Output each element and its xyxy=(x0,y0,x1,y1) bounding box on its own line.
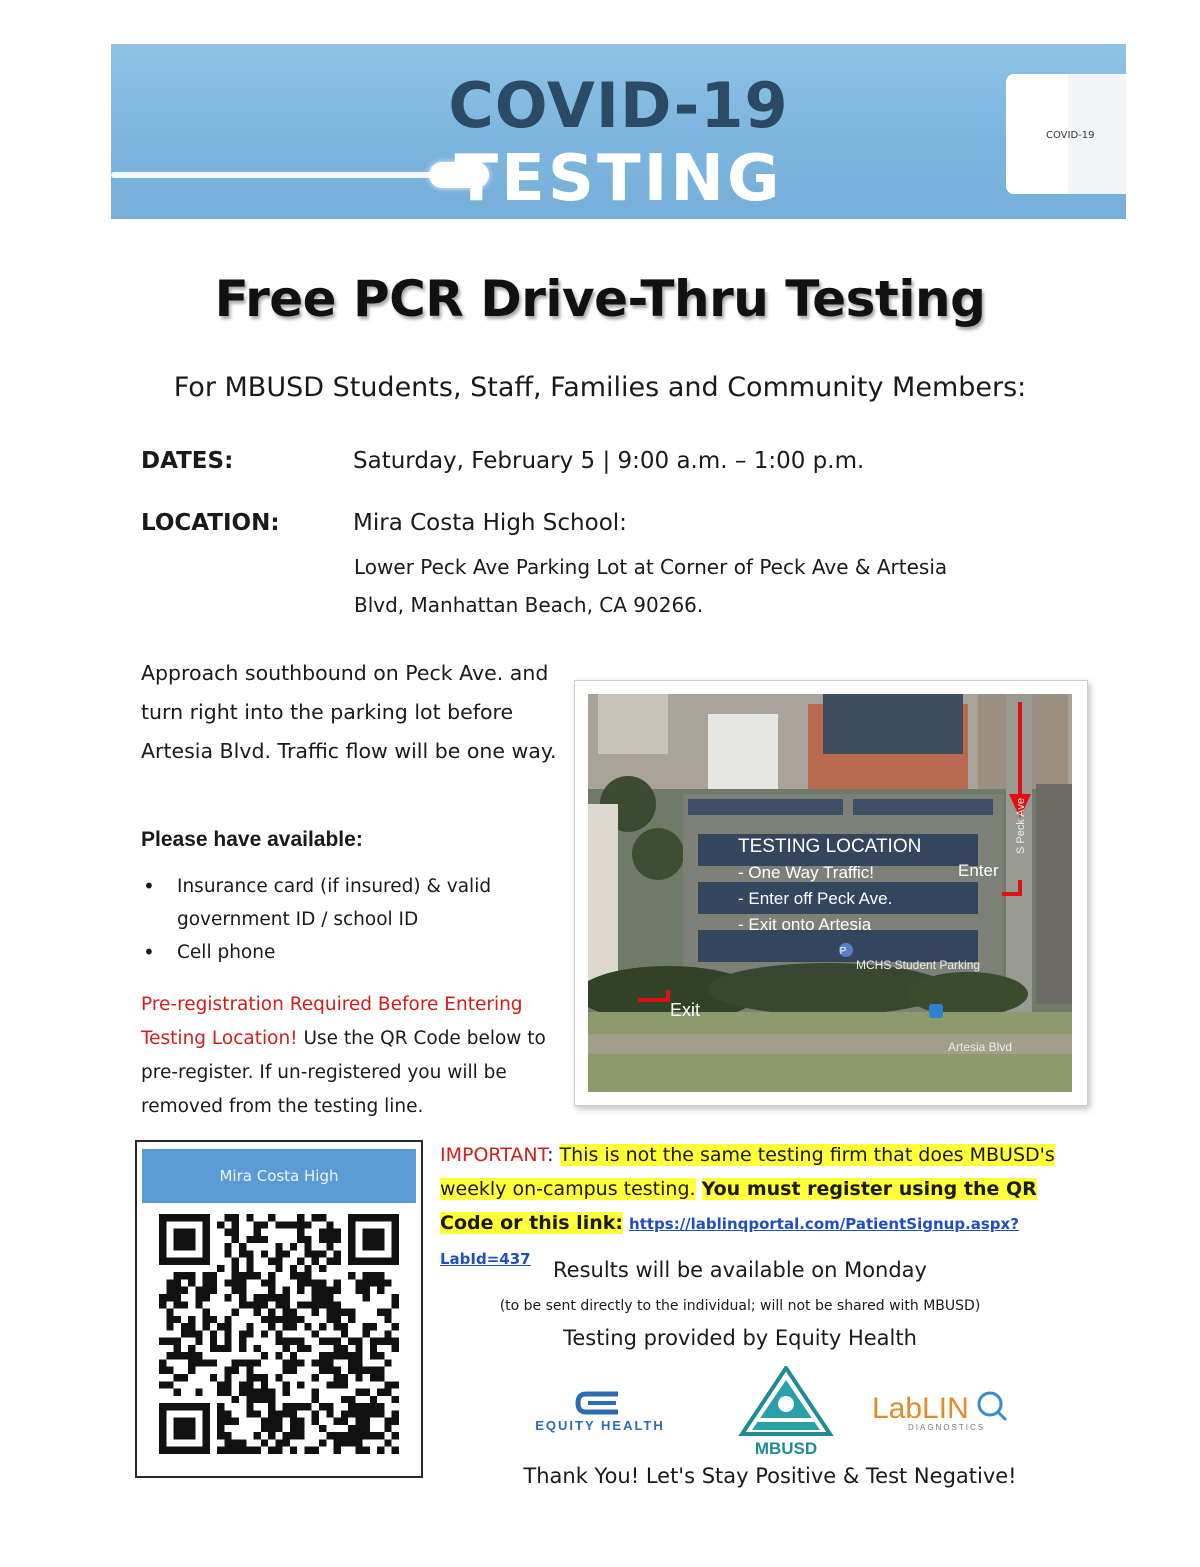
preregistration-notice xyxy=(141,988,561,1124)
location-address-line1: Lower Peck Ave Parking Lot at Corner of Peck Ave & Artesia xyxy=(354,555,948,579)
preregistration-warning: Pre-registration Required Before Entering Testing Location! xyxy=(141,994,523,1049)
important-colon: : xyxy=(547,1144,554,1166)
covid-testing-banner xyxy=(111,44,1126,219)
registration-link[interactable]: https://lablinqportal.com/PatientSignup.aspx?LabId=437 xyxy=(440,1215,1019,1268)
mbusd-logo xyxy=(738,1366,834,1458)
location-label: LOCATION: xyxy=(141,510,280,536)
qr-code-card xyxy=(135,1140,423,1478)
banner-line-1: COVID-19 xyxy=(448,69,789,142)
register-instruction: You must register using the QR Code or this link: xyxy=(440,1178,1037,1234)
bus-stop-icon xyxy=(929,1004,943,1018)
testing-provider: Testing provided by Equity Health xyxy=(563,1326,917,1350)
qr-code[interactable] xyxy=(159,1214,399,1454)
equity-health-text: EQUITY HEALTH xyxy=(535,1418,665,1433)
tube-label: COVID-19 xyxy=(1046,130,1095,141)
dates-value: Saturday, February 5 | 9:00 a.m. – 1:00 p.m. xyxy=(353,448,865,474)
map-exit-label: Exit xyxy=(670,1000,701,1020)
qr-card-header: Mira Costa High xyxy=(142,1149,416,1203)
banner-line-2: TESTING xyxy=(454,142,783,216)
have-available-list xyxy=(141,870,541,969)
location-name: Mira Costa High School: xyxy=(353,510,627,536)
map-enter-label: Enter xyxy=(958,861,999,880)
list-item: • Insurance card (if insured) & valid government ID / school ID xyxy=(141,870,541,936)
map-title: TESTING LOCATION xyxy=(738,836,922,857)
important-label: IMPORTANT xyxy=(440,1144,548,1166)
map-line-1: - One Way Traffic! xyxy=(738,863,875,882)
preregistration-instructions: Use the QR Code below to pre-register. If un-registered you will be removed from the testing line. xyxy=(141,1028,546,1117)
directions-text: Approach southbound on Peck Ave. and turn right into the parking lot before Artesia Blvd. Traffic flow will be one way. xyxy=(141,661,557,763)
lablinq-logo xyxy=(870,1384,1020,1434)
map-parking-label: MCHS Student Parking xyxy=(856,958,981,972)
list-item: • Cell phone xyxy=(141,936,541,969)
map-line-3: - Exit onto Artesia xyxy=(738,915,872,934)
have-available-heading: Please have available: xyxy=(141,828,363,851)
results-note: (to be sent directly to the individual; will not be shared with MBUSD) xyxy=(499,1298,981,1314)
dates-label: DATES: xyxy=(141,448,234,474)
closing-message: Thank You! Let's Stay Positive & Test Negative! xyxy=(523,1464,1017,1488)
lablinq-subtext: DIAGNOSTICS xyxy=(908,1423,986,1432)
parking-icon-label: P xyxy=(839,946,847,957)
equity-health-logo xyxy=(500,1386,700,1446)
important-text: This is not the same testing firm that does MBUSD's weekly on-campus testing. xyxy=(440,1144,1055,1200)
location-address-line2: Blvd, Manhattan Beach, CA 90266. xyxy=(354,593,704,617)
important-notice xyxy=(440,1138,1080,1276)
parking-lot-map xyxy=(588,694,1072,1092)
map-street-peck: S Peck Ave xyxy=(1015,797,1027,854)
page-title: Free PCR Drive-Thru Testing xyxy=(214,270,986,328)
results-availability: Results will be available on Monday xyxy=(553,1258,927,1282)
map-street-artesia: Artesia Blvd xyxy=(948,1040,1013,1054)
subtitle: For MBUSD Students, Staff, Families and Community Members: xyxy=(173,372,1027,403)
mbusd-text: MBUSD xyxy=(754,1439,818,1458)
map-line-2: - Enter off Peck Ave. xyxy=(738,889,893,908)
lablinq-text: LabLIN xyxy=(872,1392,969,1425)
